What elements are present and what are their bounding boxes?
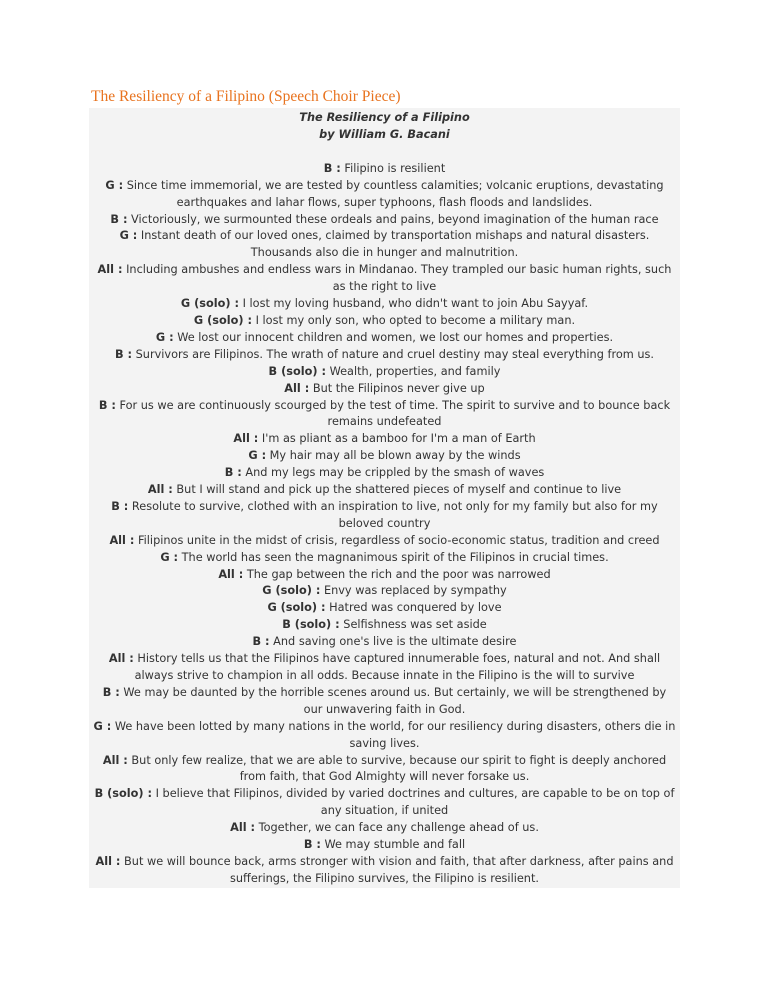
line-text: The world has seen the magnanimous spirit of the Filipinos in crucial times.: [178, 550, 609, 564]
speaker-label: All :: [147, 483, 173, 497]
speaker-label: G :: [119, 229, 138, 243]
line-text: Including ambushes and endless wars in Mindanao. They trampled our basic human rights, such as the right to live: [122, 263, 672, 294]
poem-line: [89, 364, 680, 381]
poem-line: [89, 262, 680, 296]
poem-line: [89, 651, 680, 685]
poem-line: [89, 583, 680, 600]
line-text: We lost our innocent children and women, we lost our homes and properties.: [173, 330, 614, 344]
line-text: But only few realize, that we are able to survive, because our spirit to fight is deeply anchored from faith, that God Almighty will never forsake us.: [127, 753, 667, 784]
poem-line: [89, 786, 680, 820]
poem-line: [89, 448, 680, 465]
poem-line: [89, 617, 680, 634]
speaker-label: G (solo) :: [193, 313, 252, 327]
poem-line: [89, 212, 680, 229]
speaker-label: B :: [111, 499, 129, 513]
poem-line: [89, 854, 680, 888]
line-text: I believe that Filipinos, divided by varied doctrines and cultures, are capable to be on top of any situation, if united: [152, 787, 675, 818]
speaker-label: G :: [93, 719, 112, 733]
line-text: We may be daunted by the horrible scenes around us. But certainly, we will be strengthened by our unwavering faith in God.: [119, 685, 667, 716]
line-text: Hatred was conquered by love: [325, 601, 502, 615]
poem-byline: by William G. Bacani: [319, 127, 450, 141]
speaker-label: G (solo) :: [180, 297, 240, 311]
line-text: History tells us that the Filipinos have captured innumerable foes, natural and not. And shall always strive to champion in all odds. Because innate in the Filipino is the will to survive: [133, 652, 661, 682]
speaker-label: G (solo) :: [262, 584, 321, 598]
line-text: Filipinos unite in the midst of crisis, regardless of socio-economic status, tradition and creed: [134, 533, 660, 547]
poem-line: [89, 398, 680, 432]
line-text: I lost my loving husband, who didn't want to join Abu Sayyaf.: [239, 297, 589, 311]
poem-line: [89, 228, 680, 262]
speaker-label: G :: [160, 550, 179, 564]
line-text: Instant death of our loved ones, claimed by transportation mishaps and natural disasters. Thousands also die in hunger and malnutrition.: [137, 229, 650, 260]
poem-line: [89, 567, 680, 584]
line-text: We have been lotted by many nations in the world, for our resiliency during disasters, others die in saving lives.: [111, 719, 676, 750]
line-text: But we will bounce back, arms stronger with vision and faith, that after darkness, after pains and sufferings, the Filipino survives, the Filipino is resilient.: [120, 854, 674, 885]
line-text: Wealth, properties, and family: [326, 364, 501, 378]
poem-line: [89, 719, 680, 753]
poem-line: [89, 550, 680, 567]
line-text: Selfishness was set aside: [339, 618, 487, 632]
speaker-label: All :: [95, 854, 121, 868]
line-text: But the Filipinos never give up: [309, 381, 485, 395]
poem-line: [89, 482, 680, 499]
poem-line: [89, 431, 680, 448]
line-text: For us we are continuously scourged by the test of time. The spirit to survive and to bounce back remains undefeated: [115, 398, 671, 429]
poem-line: [89, 381, 680, 398]
poem-line: [89, 178, 680, 212]
speaker-label: G (solo) :: [267, 601, 326, 615]
poem-line: [89, 313, 680, 330]
speaker-label: B (solo) :: [268, 364, 326, 378]
line-text: Since time immemorial, we are tested by countless calamities; volcanic eruptions, devastating earthquakes and lahar flows, super typhoons, flash floods and landslides.: [123, 178, 664, 209]
speaker-label: G :: [105, 178, 124, 192]
speaker-label: B (solo) :: [282, 618, 340, 632]
line-text: I'm as pliant as a bamboo for I'm a man of Earth: [258, 432, 536, 446]
line-text: Envy was replaced by sympathy: [320, 584, 507, 598]
poem-line: [89, 330, 680, 347]
line-text: I lost my only son, who opted to become a military man.: [252, 313, 576, 327]
line-text: Survivors are Filipinos. The wrath of nature and cruel destiny may steal everything from us.: [132, 347, 654, 361]
line-text: Resolute to survive, clothed with an inspiration to live, not only for my family but also for my beloved country: [128, 499, 658, 530]
speaker-label: All :: [230, 821, 256, 835]
poem-line: [89, 347, 680, 364]
poem-line: [89, 465, 680, 482]
speaker-label: B :: [114, 347, 133, 361]
speaker-label: B :: [303, 838, 321, 852]
line-text: And saving one's live is the ultimate desire: [269, 635, 517, 649]
poem-panel: [89, 108, 680, 888]
speaker-label: B :: [110, 212, 128, 226]
poem-line: [89, 820, 680, 837]
speaker-label: All :: [97, 263, 123, 277]
speaker-label: All :: [218, 567, 244, 581]
speaker-label: B :: [323, 161, 341, 175]
poem-title: The Resiliency of a Filipino: [299, 111, 470, 124]
line-text: Together, we can face any challenge ahead of us.: [255, 821, 539, 835]
line-text: Victoriously, we surmounted these ordeals and pains, beyond imagination of the human race: [127, 212, 659, 226]
speaker-label: B :: [102, 685, 120, 699]
speaker-label: B (solo) :: [94, 787, 153, 801]
speaker-label: All :: [284, 381, 310, 395]
poem-line: [89, 685, 680, 719]
line-text: We may stumble and fall: [320, 838, 466, 852]
poem-line: [89, 600, 680, 617]
speaker-label: All :: [109, 533, 135, 547]
speaker-label: G :: [155, 330, 174, 344]
line-text: My hair may all be blown away by the winds: [266, 449, 521, 463]
line-text: Filipino is resilient: [340, 161, 446, 175]
speaker-label: All :: [233, 432, 259, 446]
page-title: The Resiliency of a Filipino (Speech Choir Piece): [91, 88, 401, 105]
poem-line: [89, 161, 680, 178]
poem-line: [89, 296, 680, 313]
speaker-label: B :: [252, 635, 270, 649]
speaker-label: All :: [102, 753, 128, 767]
poem-line: [89, 753, 680, 787]
poem-lines: [89, 161, 680, 888]
poem-line: [89, 634, 680, 651]
poem-line: [89, 533, 680, 550]
speaker-label: G :: [248, 449, 267, 463]
line-text: But I will stand and pick up the shattered pieces of myself and continue to live: [172, 483, 622, 497]
poem-line: [89, 837, 680, 854]
line-text: And my legs may be crippled by the smash of waves: [241, 466, 545, 480]
spacer: [89, 144, 680, 161]
poem-line: [89, 499, 680, 533]
speaker-label: B :: [224, 466, 242, 480]
line-text: The gap between the rich and the poor was narrowed: [243, 567, 551, 581]
speaker-label: All :: [108, 652, 134, 666]
speaker-label: B :: [98, 398, 116, 412]
